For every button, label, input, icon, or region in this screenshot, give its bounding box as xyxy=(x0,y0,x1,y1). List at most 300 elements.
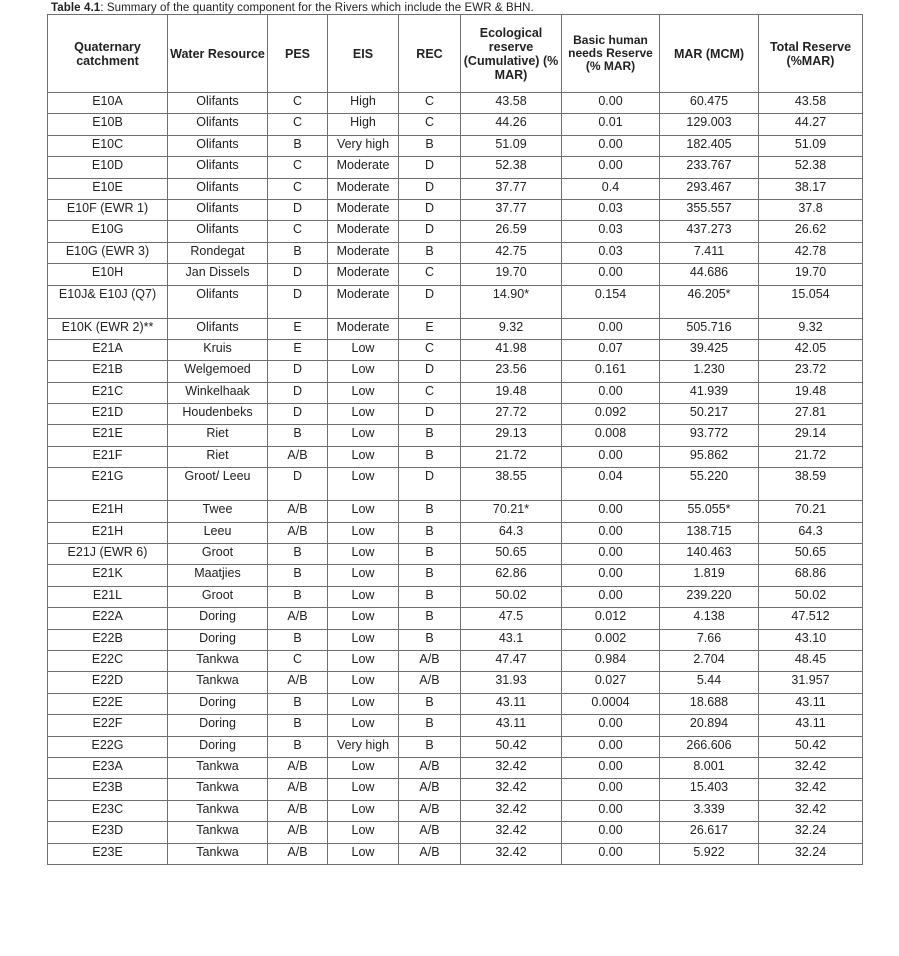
cell-bhn-reserve: 0.00 xyxy=(562,565,660,586)
cell-bhn-reserve: 0.00 xyxy=(562,157,660,178)
cell-mar: 5.922 xyxy=(660,843,759,864)
table-row xyxy=(48,135,863,156)
cell-catchment: E23C xyxy=(48,800,168,821)
cell-mar: 46.205* xyxy=(660,285,759,318)
cell-ecological-reserve: 32.42 xyxy=(461,757,562,778)
cell-pes: C xyxy=(268,221,328,242)
cell-ecological-reserve: 43.1 xyxy=(461,629,562,650)
cell-bhn-reserve: 0.984 xyxy=(562,650,660,671)
cell-bhn-reserve: 0.00 xyxy=(562,757,660,778)
cell-water-resource: Riet xyxy=(168,446,268,467)
cell-water-resource: Tankwa xyxy=(168,800,268,821)
cell-total-reserve: 32.42 xyxy=(759,757,863,778)
cell-eis: Low xyxy=(328,650,399,671)
cell-ecological-reserve: 37.77 xyxy=(461,199,562,220)
cell-ecological-reserve: 23.56 xyxy=(461,361,562,382)
cell-ecological-reserve: 38.55 xyxy=(461,468,562,501)
cell-bhn-reserve: 0.03 xyxy=(562,199,660,220)
cell-rec: B xyxy=(399,629,461,650)
cell-rec: B xyxy=(399,522,461,543)
cell-total-reserve: 27.81 xyxy=(759,404,863,425)
cell-rec: B xyxy=(399,544,461,565)
cell-ecological-reserve: 26.59 xyxy=(461,221,562,242)
cell-water-resource: Groot xyxy=(168,544,268,565)
cell-catchment: E22C xyxy=(48,650,168,671)
cell-ecological-reserve: 9.32 xyxy=(461,318,562,339)
cell-water-resource: Jan Dissels xyxy=(168,264,268,285)
cell-pes: B xyxy=(268,425,328,446)
cell-catchment: E21H xyxy=(48,501,168,522)
cell-total-reserve: 32.24 xyxy=(759,843,863,864)
cell-ecological-reserve: 50.65 xyxy=(461,544,562,565)
cell-pes: A/B xyxy=(268,522,328,543)
cell-total-reserve: 21.72 xyxy=(759,446,863,467)
cell-total-reserve: 19.48 xyxy=(759,382,863,403)
cell-eis: Low xyxy=(328,779,399,800)
cell-total-reserve: 19.70 xyxy=(759,264,863,285)
cell-mar: 5.44 xyxy=(660,672,759,693)
cell-catchment: E22D xyxy=(48,672,168,693)
cell-catchment: E21C xyxy=(48,382,168,403)
table-row xyxy=(48,736,863,757)
cell-total-reserve: 50.65 xyxy=(759,544,863,565)
header-mar: MAR (MCM) xyxy=(660,15,759,93)
cell-pes: A/B xyxy=(268,608,328,629)
cell-eis: Low xyxy=(328,522,399,543)
cell-rec: C xyxy=(399,264,461,285)
cell-water-resource: Olifants xyxy=(168,178,268,199)
cell-eis: Low xyxy=(328,822,399,843)
cell-water-resource: Groot xyxy=(168,586,268,607)
cell-rec: D xyxy=(399,361,461,382)
table-row xyxy=(48,404,863,425)
table-row xyxy=(48,586,863,607)
cell-eis: Low xyxy=(328,382,399,403)
cell-pes: D xyxy=(268,285,328,318)
cell-water-resource: Doring xyxy=(168,715,268,736)
cell-catchment: E10G xyxy=(48,221,168,242)
table-row xyxy=(48,629,863,650)
cell-pes: C xyxy=(268,178,328,199)
cell-bhn-reserve: 0.00 xyxy=(562,135,660,156)
table-row xyxy=(48,779,863,800)
table-row xyxy=(48,757,863,778)
cell-total-reserve: 43.11 xyxy=(759,693,863,714)
cell-water-resource: Doring xyxy=(168,693,268,714)
cell-eis: Low xyxy=(328,586,399,607)
cell-catchment: E10H xyxy=(48,264,168,285)
header-basic-human-needs: Basic human needs Reserve (% MAR) xyxy=(562,15,660,93)
cell-bhn-reserve: 0.00 xyxy=(562,318,660,339)
cell-bhn-reserve: 0.154 xyxy=(562,285,660,318)
cell-catchment: E22A xyxy=(48,608,168,629)
cell-total-reserve: 52.38 xyxy=(759,157,863,178)
cell-mar: 3.339 xyxy=(660,800,759,821)
table-row xyxy=(48,264,863,285)
cell-mar: 266.606 xyxy=(660,736,759,757)
cell-rec: D xyxy=(399,221,461,242)
cell-pes: A/B xyxy=(268,843,328,864)
cell-eis: Moderate xyxy=(328,221,399,242)
cell-pes: D xyxy=(268,361,328,382)
cell-rec: B xyxy=(399,242,461,263)
cell-catchment: E10G (EWR 3) xyxy=(48,242,168,263)
cell-bhn-reserve: 0.00 xyxy=(562,501,660,522)
cell-bhn-reserve: 0.0004 xyxy=(562,693,660,714)
cell-bhn-reserve: 0.00 xyxy=(562,779,660,800)
cell-rec: D xyxy=(399,199,461,220)
cell-bhn-reserve: 0.07 xyxy=(562,339,660,360)
cell-total-reserve: 37.8 xyxy=(759,199,863,220)
cell-ecological-reserve: 42.75 xyxy=(461,242,562,263)
cell-rec: E xyxy=(399,318,461,339)
cell-total-reserve: 50.02 xyxy=(759,586,863,607)
cell-rec: C xyxy=(399,339,461,360)
cell-mar: 293.467 xyxy=(660,178,759,199)
table-row xyxy=(48,522,863,543)
cell-total-reserve: 47.512 xyxy=(759,608,863,629)
table-row xyxy=(48,93,863,114)
cell-mar: 239.220 xyxy=(660,586,759,607)
cell-ecological-reserve: 27.72 xyxy=(461,404,562,425)
cell-mar: 44.686 xyxy=(660,264,759,285)
cell-total-reserve: 70.21 xyxy=(759,501,863,522)
cell-bhn-reserve: 0.00 xyxy=(562,822,660,843)
cell-eis: Moderate xyxy=(328,178,399,199)
cell-mar: 26.617 xyxy=(660,822,759,843)
cell-rec: B xyxy=(399,715,461,736)
cell-mar: 233.767 xyxy=(660,157,759,178)
table-row xyxy=(48,446,863,467)
table-row xyxy=(48,693,863,714)
cell-catchment: E22E xyxy=(48,693,168,714)
cell-ecological-reserve: 21.72 xyxy=(461,446,562,467)
cell-total-reserve: 42.05 xyxy=(759,339,863,360)
cell-pes: B xyxy=(268,544,328,565)
cell-ecological-reserve: 47.5 xyxy=(461,608,562,629)
cell-bhn-reserve: 0.00 xyxy=(562,800,660,821)
table-row xyxy=(48,425,863,446)
table-row xyxy=(48,544,863,565)
cell-pes: B xyxy=(268,715,328,736)
table-row xyxy=(48,339,863,360)
cell-catchment: E21G xyxy=(48,468,168,501)
cell-ecological-reserve: 70.21* xyxy=(461,501,562,522)
cell-total-reserve: 32.24 xyxy=(759,822,863,843)
cell-mar: 2.704 xyxy=(660,650,759,671)
cell-rec: A/B xyxy=(399,822,461,843)
cell-mar: 129.003 xyxy=(660,114,759,135)
cell-mar: 355.557 xyxy=(660,199,759,220)
cell-water-resource: Rondegat xyxy=(168,242,268,263)
cell-bhn-reserve: 0.00 xyxy=(562,586,660,607)
cell-water-resource: Houdenbeks xyxy=(168,404,268,425)
cell-rec: D xyxy=(399,285,461,318)
cell-catchment: E10C xyxy=(48,135,168,156)
cell-ecological-reserve: 50.02 xyxy=(461,586,562,607)
table-row xyxy=(48,361,863,382)
cell-eis: Low xyxy=(328,715,399,736)
cell-mar: 60.475 xyxy=(660,93,759,114)
cell-water-resource: Winkelhaak xyxy=(168,382,268,403)
table-row xyxy=(48,178,863,199)
cell-eis: Very high xyxy=(328,135,399,156)
cell-eis: Moderate xyxy=(328,157,399,178)
cell-total-reserve: 32.42 xyxy=(759,779,863,800)
cell-bhn-reserve: 0.00 xyxy=(562,736,660,757)
cell-water-resource: Twee xyxy=(168,501,268,522)
cell-mar: 7.66 xyxy=(660,629,759,650)
cell-eis: Low xyxy=(328,608,399,629)
cell-ecological-reserve: 47.47 xyxy=(461,650,562,671)
cell-eis: High xyxy=(328,93,399,114)
cell-mar: 39.425 xyxy=(660,339,759,360)
cell-water-resource: Maatjies xyxy=(168,565,268,586)
cell-water-resource: Tankwa xyxy=(168,843,268,864)
cell-eis: Low xyxy=(328,693,399,714)
cell-total-reserve: 43.58 xyxy=(759,93,863,114)
cell-eis: Low xyxy=(328,565,399,586)
cell-catchment: E22B xyxy=(48,629,168,650)
cell-catchment: E22G xyxy=(48,736,168,757)
cell-eis: Low xyxy=(328,404,399,425)
header-pes: PES xyxy=(268,15,328,93)
cell-eis: Moderate xyxy=(328,199,399,220)
cell-total-reserve: 29.14 xyxy=(759,425,863,446)
cell-bhn-reserve: 0.012 xyxy=(562,608,660,629)
cell-rec: D xyxy=(399,157,461,178)
cell-pes: E xyxy=(268,339,328,360)
cell-rec: A/B xyxy=(399,843,461,864)
cell-rec: B xyxy=(399,608,461,629)
cell-total-reserve: 9.32 xyxy=(759,318,863,339)
cell-ecological-reserve: 29.13 xyxy=(461,425,562,446)
table-row xyxy=(48,114,863,135)
cell-eis: Low xyxy=(328,339,399,360)
table-row xyxy=(48,199,863,220)
cell-total-reserve: 38.17 xyxy=(759,178,863,199)
cell-eis: High xyxy=(328,114,399,135)
cell-pes: B xyxy=(268,242,328,263)
cell-eis: Moderate xyxy=(328,285,399,318)
cell-mar: 1.819 xyxy=(660,565,759,586)
cell-bhn-reserve: 0.03 xyxy=(562,242,660,263)
cell-rec: C xyxy=(399,93,461,114)
header-total-reserve: Total Reserve (%MAR) xyxy=(759,15,863,93)
cell-ecological-reserve: 32.42 xyxy=(461,800,562,821)
cell-ecological-reserve: 31.93 xyxy=(461,672,562,693)
cell-water-resource: Doring xyxy=(168,736,268,757)
cell-rec: C xyxy=(399,382,461,403)
cell-rec: B xyxy=(399,425,461,446)
cell-mar: 50.217 xyxy=(660,404,759,425)
cell-eis: Low xyxy=(328,361,399,382)
cell-water-resource: Leeu xyxy=(168,522,268,543)
cell-catchment: E21F xyxy=(48,446,168,467)
cell-rec: B xyxy=(399,446,461,467)
cell-water-resource: Olifants xyxy=(168,93,268,114)
cell-mar: 182.405 xyxy=(660,135,759,156)
cell-bhn-reserve: 0.00 xyxy=(562,544,660,565)
cell-total-reserve: 43.11 xyxy=(759,715,863,736)
cell-ecological-reserve: 44.26 xyxy=(461,114,562,135)
cell-total-reserve: 50.42 xyxy=(759,736,863,757)
cell-catchment: E23A xyxy=(48,757,168,778)
cell-eis: Moderate xyxy=(328,264,399,285)
cell-pes: C xyxy=(268,114,328,135)
cell-bhn-reserve: 0.00 xyxy=(562,446,660,467)
cell-ecological-reserve: 50.42 xyxy=(461,736,562,757)
table-row xyxy=(48,501,863,522)
cell-mar: 505.716 xyxy=(660,318,759,339)
cell-total-reserve: 42.78 xyxy=(759,242,863,263)
cell-ecological-reserve: 51.09 xyxy=(461,135,562,156)
cell-ecological-reserve: 62.86 xyxy=(461,565,562,586)
cell-bhn-reserve: 0.00 xyxy=(562,843,660,864)
table-caption-label: Table 4.1 xyxy=(51,2,101,14)
cell-rec: A/B xyxy=(399,672,461,693)
cell-mar: 20.894 xyxy=(660,715,759,736)
cell-pes: A/B xyxy=(268,822,328,843)
cell-pes: B xyxy=(268,693,328,714)
cell-total-reserve: 23.72 xyxy=(759,361,863,382)
cell-ecological-reserve: 43.58 xyxy=(461,93,562,114)
cell-pes: C xyxy=(268,650,328,671)
cell-ecological-reserve: 19.48 xyxy=(461,382,562,403)
table-row xyxy=(48,157,863,178)
cell-pes: A/B xyxy=(268,446,328,467)
cell-pes: C xyxy=(268,93,328,114)
cell-water-resource: Olifants xyxy=(168,285,268,318)
cell-ecological-reserve: 32.42 xyxy=(461,843,562,864)
cell-water-resource: Olifants xyxy=(168,318,268,339)
cell-total-reserve: 15.054 xyxy=(759,285,863,318)
cell-bhn-reserve: 0.00 xyxy=(562,93,660,114)
reserve-summary-table xyxy=(47,14,863,865)
cell-ecological-reserve: 52.38 xyxy=(461,157,562,178)
cell-water-resource: Olifants xyxy=(168,135,268,156)
cell-ecological-reserve: 43.11 xyxy=(461,693,562,714)
cell-catchment: E10F (EWR 1) xyxy=(48,199,168,220)
cell-eis: Low xyxy=(328,843,399,864)
cell-water-resource: Tankwa xyxy=(168,757,268,778)
cell-pes: E xyxy=(268,318,328,339)
cell-rec: A/B xyxy=(399,800,461,821)
cell-ecological-reserve: 32.42 xyxy=(461,822,562,843)
cell-catchment: E23B xyxy=(48,779,168,800)
table-row xyxy=(48,468,863,501)
cell-bhn-reserve: 0.04 xyxy=(562,468,660,501)
cell-pes: A/B xyxy=(268,672,328,693)
cell-water-resource: Olifants xyxy=(168,221,268,242)
table-header-row xyxy=(48,15,863,93)
cell-pes: D xyxy=(268,468,328,501)
cell-eis: Low xyxy=(328,425,399,446)
cell-total-reserve: 68.86 xyxy=(759,565,863,586)
cell-water-resource: Tankwa xyxy=(168,672,268,693)
cell-catchment: E10E xyxy=(48,178,168,199)
cell-eis: Very high xyxy=(328,736,399,757)
cell-total-reserve: 32.42 xyxy=(759,800,863,821)
cell-catchment: E21B xyxy=(48,361,168,382)
cell-rec: D xyxy=(399,178,461,199)
cell-catchment: E10K (EWR 2)** xyxy=(48,318,168,339)
cell-total-reserve: 64.3 xyxy=(759,522,863,543)
cell-water-resource: Tankwa xyxy=(168,822,268,843)
cell-catchment: E21J (EWR 6) xyxy=(48,544,168,565)
cell-total-reserve: 43.10 xyxy=(759,629,863,650)
cell-catchment: E22F xyxy=(48,715,168,736)
cell-pes: B xyxy=(268,565,328,586)
cell-bhn-reserve: 0.002 xyxy=(562,629,660,650)
cell-bhn-reserve: 0.01 xyxy=(562,114,660,135)
table-row xyxy=(48,242,863,263)
table-row xyxy=(48,608,863,629)
cell-ecological-reserve: 64.3 xyxy=(461,522,562,543)
cell-eis: Low xyxy=(328,757,399,778)
cell-pes: B xyxy=(268,736,328,757)
cell-catchment: E21A xyxy=(48,339,168,360)
cell-total-reserve: 51.09 xyxy=(759,135,863,156)
cell-bhn-reserve: 0.00 xyxy=(562,382,660,403)
cell-eis: Low xyxy=(328,468,399,501)
cell-bhn-reserve: 0.092 xyxy=(562,404,660,425)
cell-rec: A/B xyxy=(399,757,461,778)
table-row xyxy=(48,843,863,864)
cell-pes: C xyxy=(268,157,328,178)
cell-total-reserve: 26.62 xyxy=(759,221,863,242)
cell-water-resource: Olifants xyxy=(168,157,268,178)
table-row xyxy=(48,285,863,318)
header-rec: REC xyxy=(399,15,461,93)
cell-mar: 437.273 xyxy=(660,221,759,242)
cell-rec: C xyxy=(399,114,461,135)
table-row xyxy=(48,672,863,693)
cell-rec: B xyxy=(399,565,461,586)
cell-pes: D xyxy=(268,264,328,285)
cell-rec: B xyxy=(399,693,461,714)
table-row xyxy=(48,650,863,671)
cell-bhn-reserve: 0.4 xyxy=(562,178,660,199)
table-row xyxy=(48,382,863,403)
cell-mar: 93.772 xyxy=(660,425,759,446)
cell-bhn-reserve: 0.00 xyxy=(562,715,660,736)
cell-pes: B xyxy=(268,135,328,156)
cell-water-resource: Olifants xyxy=(168,114,268,135)
cell-pes: A/B xyxy=(268,757,328,778)
cell-ecological-reserve: 41.98 xyxy=(461,339,562,360)
cell-ecological-reserve: 32.42 xyxy=(461,779,562,800)
cell-rec: B xyxy=(399,736,461,757)
header-quaternary-catchment: Quaternary catchment xyxy=(48,15,168,93)
cell-water-resource: Kruis xyxy=(168,339,268,360)
cell-catchment: E10A xyxy=(48,93,168,114)
cell-pes: B xyxy=(268,629,328,650)
cell-mar: 41.939 xyxy=(660,382,759,403)
cell-water-resource: Tankwa xyxy=(168,779,268,800)
cell-water-resource: Olifants xyxy=(168,199,268,220)
table-row xyxy=(48,800,863,821)
cell-mar: 95.862 xyxy=(660,446,759,467)
cell-catchment: E23D xyxy=(48,822,168,843)
cell-mar: 15.403 xyxy=(660,779,759,800)
cell-eis: Moderate xyxy=(328,318,399,339)
cell-bhn-reserve: 0.00 xyxy=(562,522,660,543)
cell-eis: Low xyxy=(328,446,399,467)
cell-catchment: E10D xyxy=(48,157,168,178)
cell-pes: D xyxy=(268,404,328,425)
cell-mar: 4.138 xyxy=(660,608,759,629)
